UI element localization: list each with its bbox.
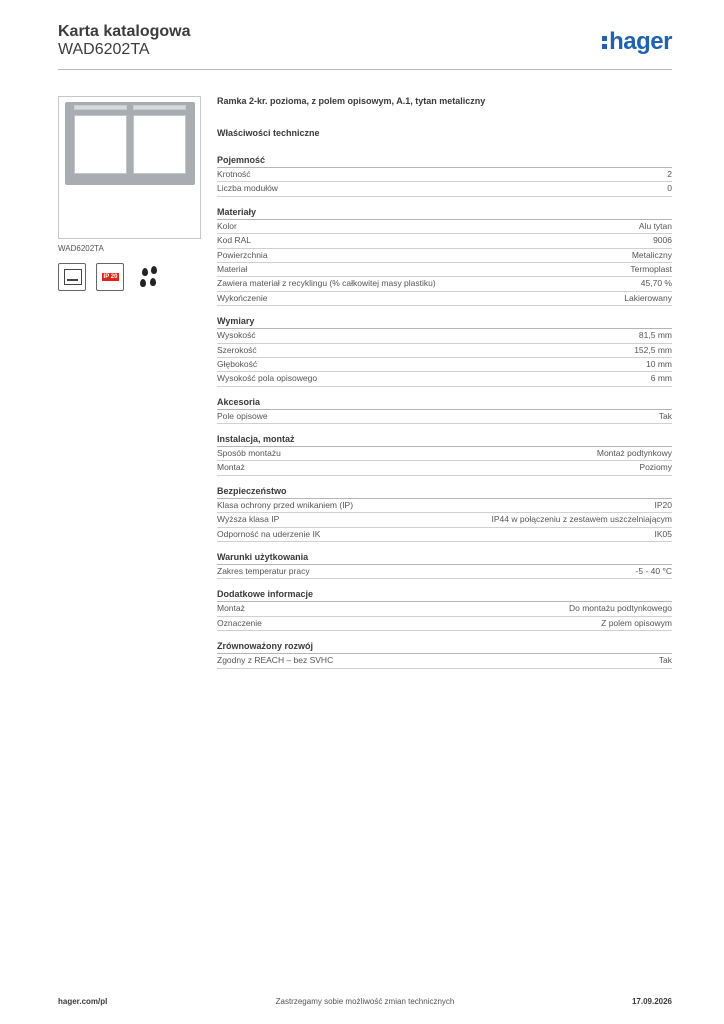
spec-row <box>217 220 672 234</box>
spec-label: Powierzchnia <box>217 249 268 260</box>
section-title: Dodatkowe informacje <box>217 588 672 602</box>
spec-value: 9006 <box>653 235 672 246</box>
spec-row <box>217 602 672 616</box>
spec-value: Montaż podtynkowy <box>596 448 672 459</box>
spec-value: Poziomy <box>639 462 672 473</box>
ip-class-icon: IP 20 <box>96 263 124 291</box>
spec-row <box>217 249 672 263</box>
spec-label: Materiał <box>217 263 248 274</box>
spec-label: Oznaczenie <box>217 617 262 628</box>
spec-section <box>217 315 672 387</box>
spec-label: Wysokość pola opisowego <box>217 373 318 384</box>
footer-notice: Zastrzegamy sobie możliwość zmian technicznych <box>275 997 455 1006</box>
product-image <box>58 96 201 239</box>
spec-row <box>217 617 672 631</box>
spec-label: Wykończenie <box>217 292 268 303</box>
logo-dots-icon <box>602 34 608 50</box>
spec-value: 6 mm <box>650 373 672 384</box>
spec-value: Tak <box>658 410 672 421</box>
section-title: Akcesoria <box>217 396 672 410</box>
doc-title: Karta katalogowa <box>58 23 191 40</box>
footer-website[interactable]: hager.com/pl <box>58 997 108 1006</box>
spec-value: Tak <box>658 655 672 666</box>
spec-row <box>217 513 672 527</box>
section-title: Zrównoważony rozwój <box>217 640 672 654</box>
spec-value: IP20 <box>654 499 672 510</box>
spec-section <box>217 154 672 197</box>
spec-row <box>217 329 672 343</box>
spec-sections <box>217 154 672 669</box>
spec-section <box>217 485 672 542</box>
spec-label: Klasa ochrony przed wnikaniem (IP) <box>217 499 354 510</box>
spec-value: IP44 w połączeniu z zestawem uszczelniającym <box>491 514 672 525</box>
spec-label: Głębokość <box>217 358 258 369</box>
spec-value: -5 - 40 °C <box>635 566 672 577</box>
section-title: Materiały <box>217 206 672 220</box>
water-drops-icon <box>136 263 164 291</box>
spec-value: IK05 <box>654 528 672 539</box>
spec-row <box>217 565 672 579</box>
spec-row <box>217 277 672 291</box>
spec-row <box>217 654 672 668</box>
frame-illustration <box>65 102 195 185</box>
spec-label: Wyższa klasa IP <box>217 514 280 525</box>
spec-value: 2 <box>667 169 672 179</box>
spec-label: Szerokość <box>217 344 257 355</box>
spec-row <box>217 447 672 461</box>
frame-symbol-icon <box>58 263 86 291</box>
spec-label: Zakres temperatur pracy <box>217 566 310 577</box>
footer-date: 17.09.2026 <box>631 997 672 1006</box>
spec-label: Pole opisowe <box>217 410 268 421</box>
spec-row <box>217 182 672 196</box>
spec-label: Kolor <box>217 220 237 231</box>
section-title: Warunki użytkowania <box>217 551 672 565</box>
spec-row <box>217 372 672 386</box>
spec-section <box>217 206 672 306</box>
spec-row <box>217 168 672 182</box>
spec-value: Metaliczny <box>631 249 672 260</box>
spec-row <box>217 410 672 424</box>
spec-content <box>217 96 672 678</box>
spec-label: Montaż <box>217 462 245 473</box>
product-description: Ramka 2-kr. pozioma, z polem opisowym, A.1, tytan metaliczny <box>217 96 486 106</box>
spec-row <box>217 234 672 248</box>
spec-value: 0 <box>667 183 672 194</box>
spec-label: Kod RAL <box>217 235 252 246</box>
section-title: Wymiary <box>217 315 672 329</box>
spec-label: Zawiera materiał z recyklingu (% całkowitej masy plastiku) <box>217 278 436 289</box>
spec-label: Krotność <box>217 169 251 179</box>
spec-value: Do montażu podtynkowego <box>568 603 672 614</box>
section-title: Instalacja, montaż <box>217 433 672 447</box>
spec-value: 152,5 mm <box>634 344 672 355</box>
spec-section <box>217 396 672 424</box>
spec-row <box>217 292 672 306</box>
spec-value: 10 mm <box>646 358 672 369</box>
spec-row <box>217 528 672 542</box>
spec-row <box>217 344 672 358</box>
section-title: Pojemność <box>217 154 672 168</box>
spec-label: Sposób montażu <box>217 448 281 459</box>
spec-value: 45,70 % <box>640 278 672 289</box>
hager-logo: hager <box>602 28 672 56</box>
spec-section <box>217 640 672 668</box>
spec-label: Montaż <box>217 603 245 614</box>
spec-value: Z polem opisowym <box>601 617 672 628</box>
spec-section <box>217 588 672 631</box>
spec-label: Zgodny z REACH – bez SVHC <box>217 655 334 666</box>
spec-value: Alu tytan <box>638 220 672 231</box>
spec-section <box>217 433 672 476</box>
product-code: WAD6202TA <box>58 41 150 58</box>
spec-row <box>217 499 672 513</box>
technical-properties-heading: Właściwości techniczne <box>217 128 320 138</box>
page-header <box>58 20 672 70</box>
spec-value: Termoplast <box>630 263 672 274</box>
spec-row <box>217 461 672 475</box>
image-caption: WAD6202TA <box>58 244 104 253</box>
spec-value: 81,5 mm <box>638 330 672 341</box>
spec-label: Wysokość <box>217 330 256 341</box>
spec-row <box>217 263 672 277</box>
spec-label: Odporność na uderzenie IK <box>217 528 321 539</box>
section-title: Bezpieczeństwo <box>217 485 672 499</box>
spec-section <box>217 551 672 579</box>
spec-row <box>217 358 672 372</box>
spec-value: Lakierowany <box>624 292 672 303</box>
spec-label: Liczba modułów <box>217 183 278 194</box>
